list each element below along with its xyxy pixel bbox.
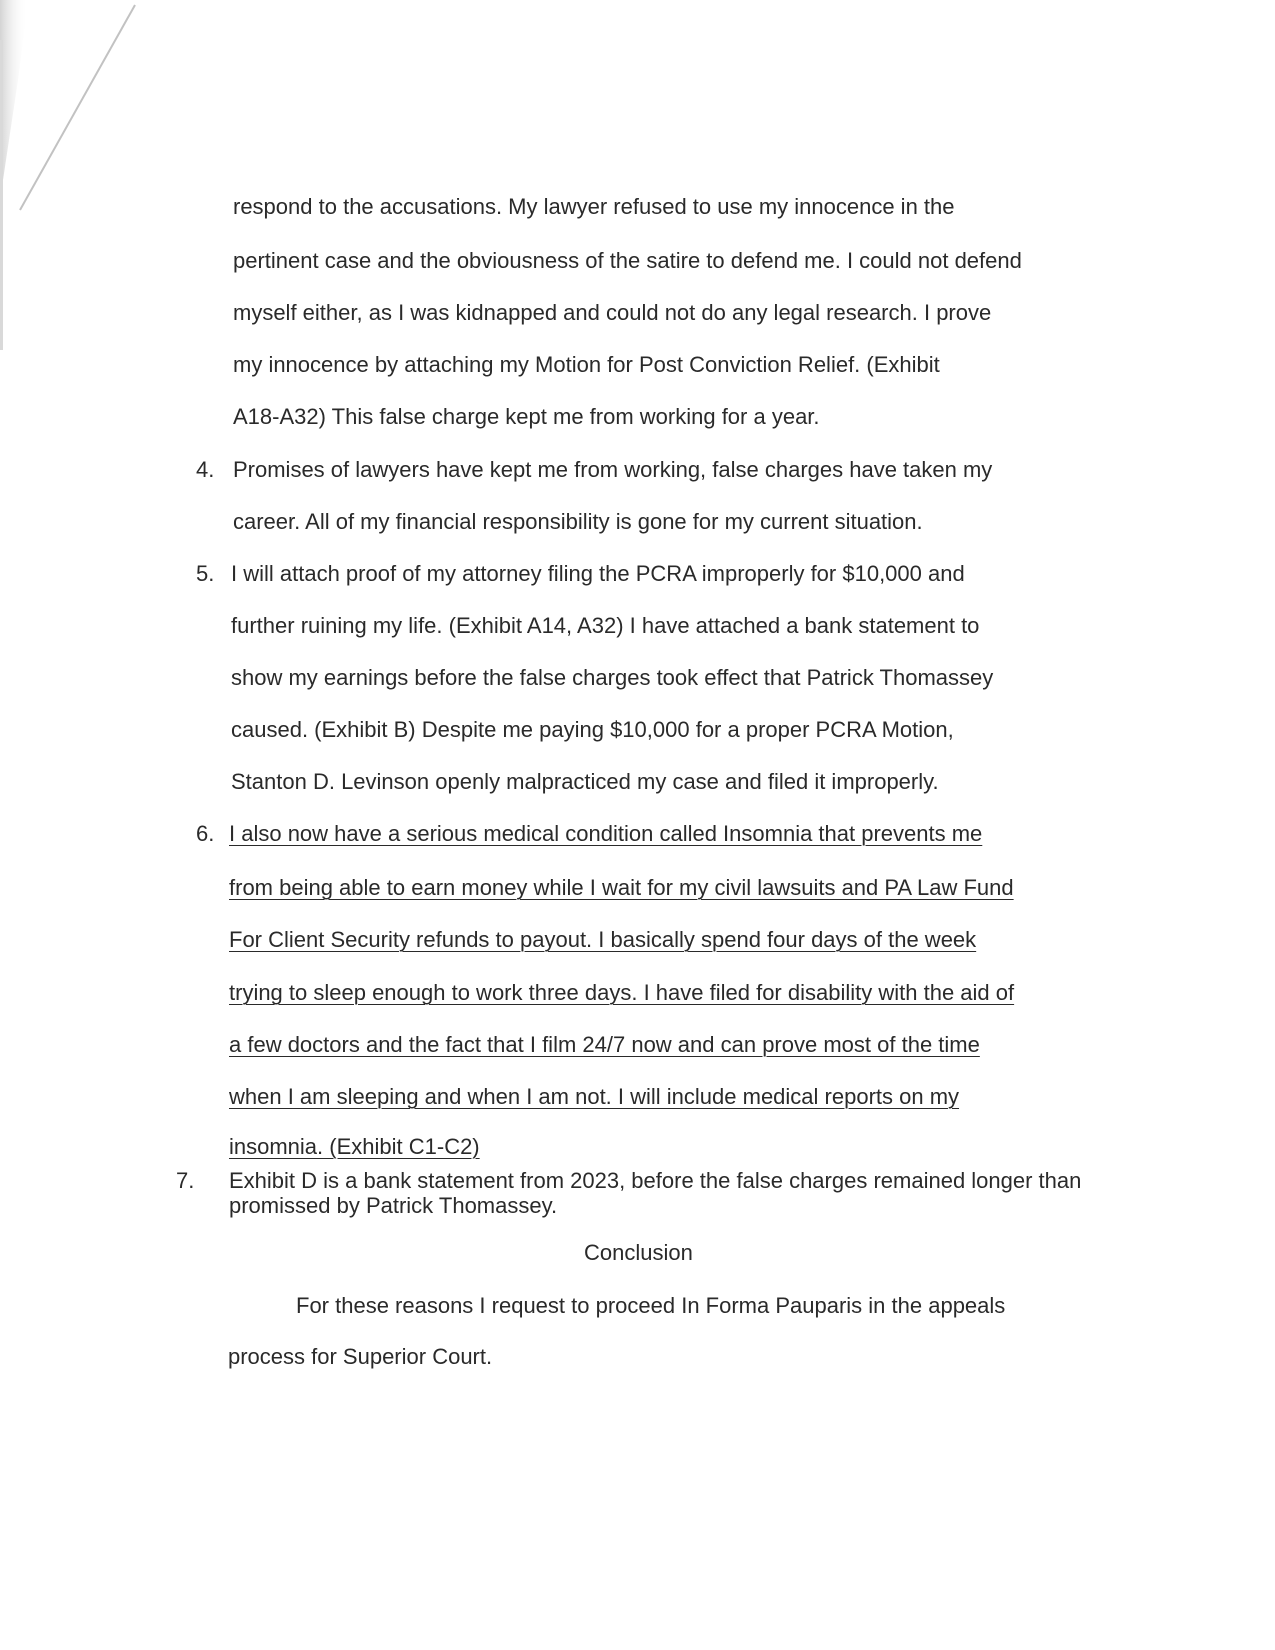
item-line-underlined: For Client Security refunds to payout. I basically spend four days of the week <box>229 927 977 952</box>
body-line: respond to the accusations. My lawyer refused to use my innocence in the <box>233 194 955 219</box>
item-line: career. All of my financial responsibility is gone for my current situation. <box>233 509 923 534</box>
item-line: further ruining my life. (Exhibit A14, A32) I have attached a bank statement to <box>231 613 980 638</box>
body-line: pertinent case and the obviousness of the satire to defend me. I could not defend <box>233 248 1022 273</box>
item-line-underlined: when I am sleeping and when I am not. I will include medical reports on my <box>229 1084 960 1109</box>
conclusion-line: process for Superior Court. <box>228 1344 493 1369</box>
conclusion-line: For these reasons I request to proceed In Forma Pauparis in the appeals <box>296 1293 1006 1318</box>
item-line-underlined: insomnia. (Exhibit C1-C2) <box>229 1134 480 1159</box>
item-number: 6. <box>196 821 215 846</box>
item-number: 7. <box>176 1168 195 1193</box>
body-line: myself either, as I was kidnapped and could not do any legal research. I prove <box>233 300 992 325</box>
body-line: my innocence by attaching my Motion for Post Conviction Relief. (Exhibit <box>233 352 940 377</box>
scan-artifact <box>0 0 160 360</box>
item-line: promissed by Patrick Thomassey. <box>229 1193 558 1218</box>
item-line: I will attach proof of my attorney filing the PCRA improperly for $10,000 and <box>231 561 965 586</box>
item-line: show my earnings before the false charges took effect that Patrick Thomassey <box>231 665 994 690</box>
item-line-underlined: a few doctors and the fact that I film 24/7 now and can prove most of the time <box>229 1032 980 1057</box>
item-line: Stanton D. Levinson openly malpracticed my case and filed it improperly. <box>231 769 939 794</box>
item-line-underlined: trying to sleep enough to work three days. I have filed for disability with the aid of <box>229 980 1015 1005</box>
item-line-underlined: I also now have a serious medical condition called Insomnia that prevents me <box>229 821 983 846</box>
item-line: caused. (Exhibit B) Despite me paying $10,000 for a proper PCRA Motion, <box>231 717 954 742</box>
item-number: 4. <box>196 457 215 482</box>
conclusion-heading: Conclusion <box>584 1240 693 1265</box>
item-line-underlined: from being able to earn money while I wait for my civil lawsuits and PA Law Fund <box>229 875 1014 900</box>
body-line: A18-A32) This false charge kept me from working for a year. <box>233 404 820 429</box>
item-number: 5. <box>196 561 215 586</box>
item-line: Promises of lawyers have kept me from working, false charges have taken my <box>233 457 993 482</box>
item-line: Exhibit D is a bank statement from 2023, before the false charges remained longer than <box>229 1168 1082 1193</box>
